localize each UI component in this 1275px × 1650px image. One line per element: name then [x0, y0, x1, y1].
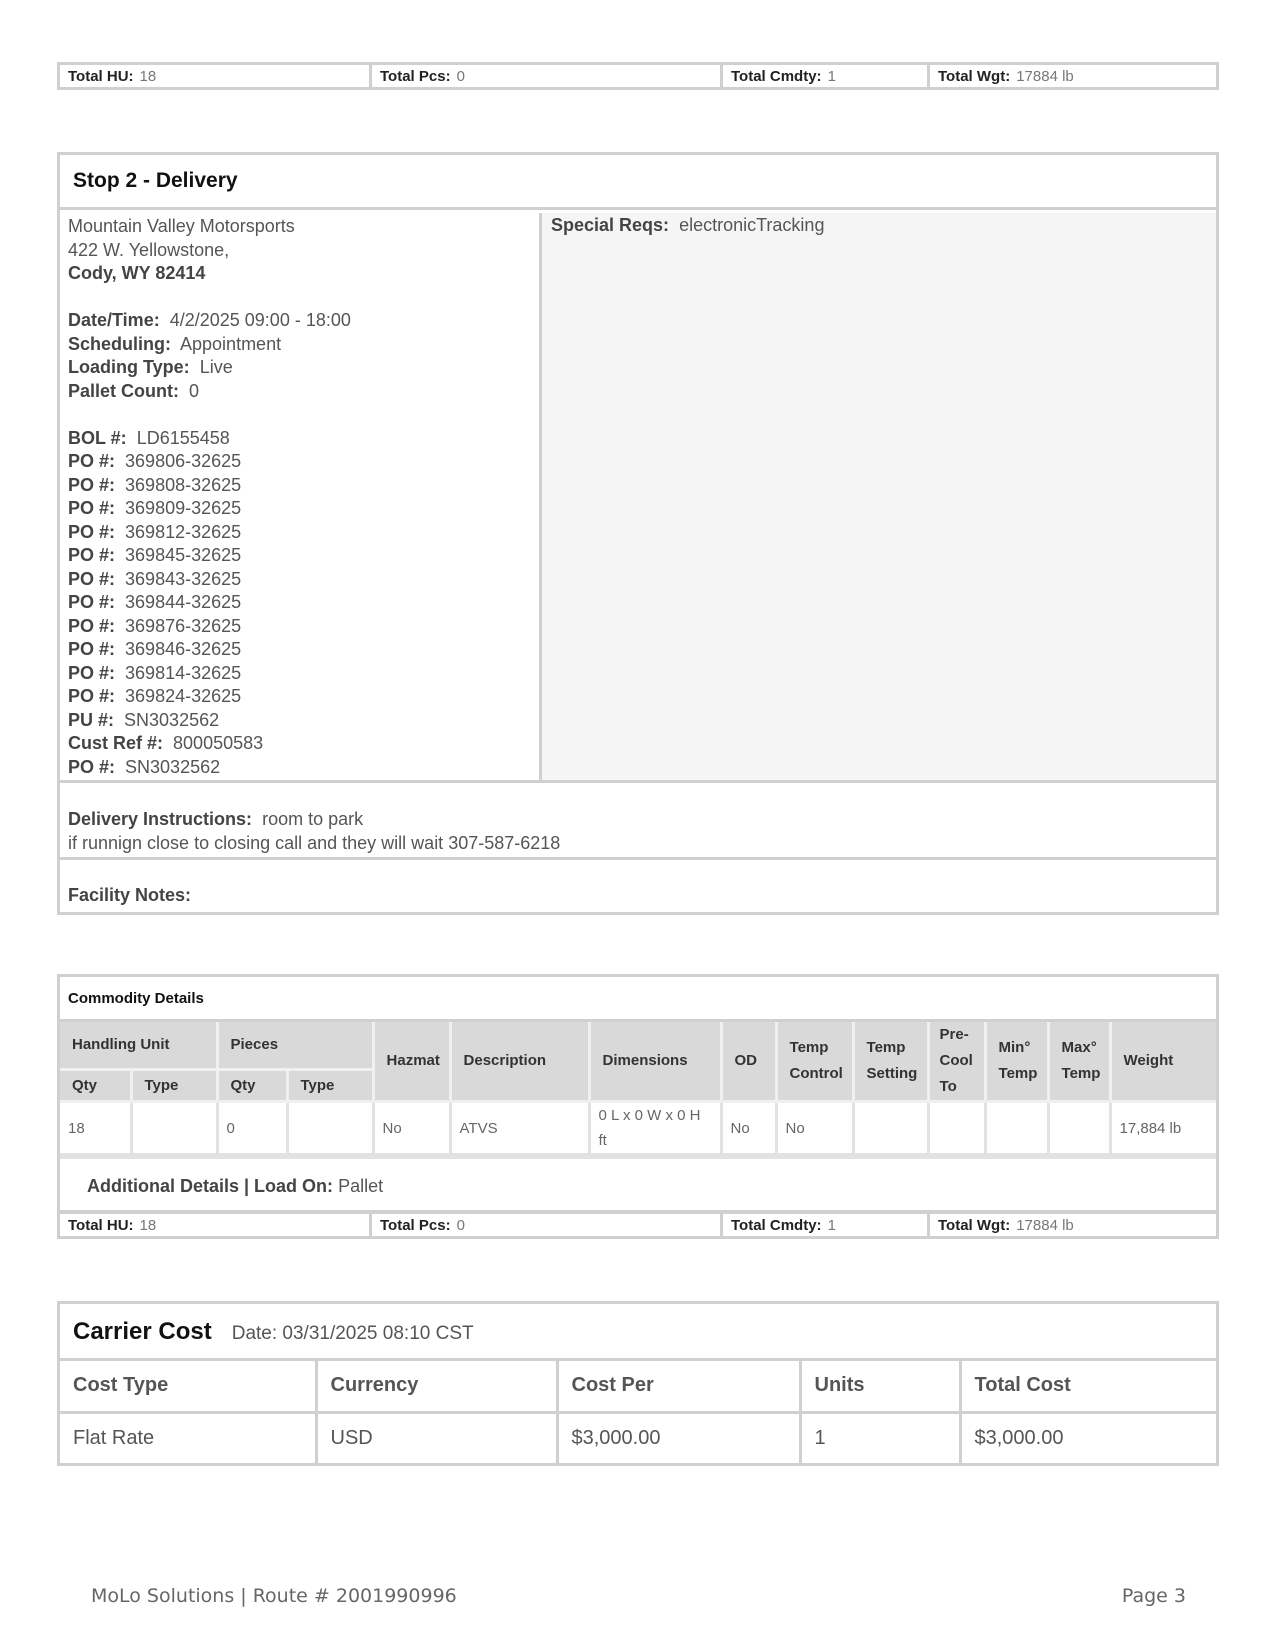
- carrier-cost-header: [60, 1304, 1216, 1361]
- header-hu-type: Type: [131, 1070, 217, 1102]
- header-od: OD: [721, 1022, 776, 1102]
- header-hazmat: Hazmat: [373, 1022, 450, 1102]
- header-cost-type: Cost Type: [60, 1361, 316, 1412]
- facility-notes: Facility Notes:: [68, 885, 192, 905]
- header-cost-per: Cost Per: [557, 1361, 800, 1412]
- total-hu: Total HU: 18: [60, 1214, 372, 1236]
- stop-delivery-section: [57, 152, 1219, 915]
- ref-field: PO #: SN3032562: [68, 756, 221, 777]
- total-wgt: Total Wgt: 17884 lb: [938, 1217, 1074, 1234]
- commodity-table: [60, 1022, 1216, 1156]
- table-row: 18 0 No ATVS 0 L x 0 W x 0 H ft No No 17,884 lb: [60, 1102, 1216, 1155]
- ref-field: PO #: 369808-32625: [68, 474, 242, 495]
- schedule-field: Pallet Count: 0: [68, 380, 200, 401]
- total-hu: Total HU: 18: [60, 65, 372, 87]
- header-units: Units: [800, 1361, 960, 1412]
- ref-field: PU #: SN3032562: [68, 709, 220, 730]
- header-pcs-qty: Qty: [217, 1070, 287, 1102]
- ref-field: PO #: 369824-32625: [68, 686, 242, 706]
- stop-title: Stop 2 - Delivery: [60, 155, 1216, 210]
- carrier-cost-table: [60, 1361, 1216, 1463]
- ref-field: PO #: 369845-32625: [68, 545, 242, 565]
- header-max-temp: Max° Temp: [1048, 1022, 1110, 1102]
- special-requirements: Special Reqs: electronicTracking: [542, 213, 1216, 780]
- table-row: Flat Rate USD $3,000.00 1 $3,000.00: [60, 1412, 1216, 1463]
- header-description: Description: [450, 1022, 589, 1102]
- header-pcs-type: Type: [287, 1070, 373, 1102]
- header-pre-cool: Pre-Cool To: [928, 1022, 985, 1102]
- bottom-totals-bar: [57, 1211, 1219, 1239]
- ref-field: PO #: 369844-32625: [68, 592, 242, 612]
- commodity-title: Commodity Details: [60, 977, 1216, 1022]
- schedule-field: Scheduling: Appointment: [68, 333, 282, 354]
- schedule-field: Loading Type: Live: [68, 357, 233, 377]
- ref-field: PO #: 369846-32625: [68, 639, 242, 659]
- carrier-cost-section: [57, 1301, 1219, 1466]
- street-address: 422 W. Yellowstone,: [68, 239, 230, 260]
- header-min-temp: Min° Temp: [985, 1022, 1048, 1102]
- ref-field: PO #: 369809-32625: [68, 498, 242, 518]
- footer-route: MoLo Solutions | Route # 2001990996: [91, 1585, 457, 1607]
- header-pieces: Pieces: [217, 1022, 373, 1070]
- ref-field: Cust Ref #: 800050583: [68, 733, 264, 753]
- total-cmdty: Total Cmdty: 1: [723, 1214, 930, 1236]
- schedule-field: Date/Time: 4/2/2025 09:00 - 18:00: [68, 310, 351, 330]
- additional-details: Additional Details | Load On: Pallet: [60, 1156, 1216, 1210]
- top-totals-bar: [57, 62, 1219, 90]
- carrier-cost-title: Carrier Cost: [73, 1318, 212, 1345]
- ref-field: BOL #: LD6155458: [68, 427, 230, 448]
- header-weight: Weight: [1110, 1022, 1216, 1102]
- total-pcs: Total Pcs: 0: [372, 1214, 723, 1236]
- commodity-details-section: [57, 974, 1219, 1213]
- delivery-instructions: Delivery Instructions: room to park if runnign close to closing call and they will wait 307-587-6218: [60, 780, 1216, 860]
- ref-field: PO #: 369843-32625: [68, 568, 242, 589]
- header-total-cost: Total Cost: [960, 1361, 1216, 1412]
- company-name: Mountain Valley Motorsports: [68, 216, 295, 236]
- carrier-cost-date: Date: 03/31/2025 08:10 CST: [231, 1323, 474, 1344]
- total-wgt: Total Wgt: 17884 lb: [938, 68, 1074, 85]
- header-temp-control: Temp Control: [776, 1022, 853, 1102]
- footer-page-number: Page 3: [1121, 1585, 1186, 1607]
- city-state-zip: Cody, WY 82414: [68, 263, 206, 283]
- ref-field: PO #: 369814-32625: [68, 662, 242, 683]
- stop-details: [60, 213, 542, 780]
- header-currency: Currency: [316, 1361, 557, 1412]
- header-hu-qty: Qty: [60, 1070, 131, 1102]
- header-dimensions: Dimensions: [589, 1022, 721, 1102]
- ref-field: PO #: 369876-32625: [68, 615, 242, 636]
- ref-field: PO #: 369812-32625: [68, 521, 242, 542]
- header-temp-setting: Temp Setting: [853, 1022, 928, 1102]
- total-pcs: Total Pcs: 0: [372, 65, 723, 87]
- total-cmdty: Total Cmdty: 1: [723, 65, 930, 87]
- ref-field: PO #: 369806-32625: [68, 451, 242, 471]
- header-handling-unit: Handling Unit: [60, 1022, 217, 1070]
